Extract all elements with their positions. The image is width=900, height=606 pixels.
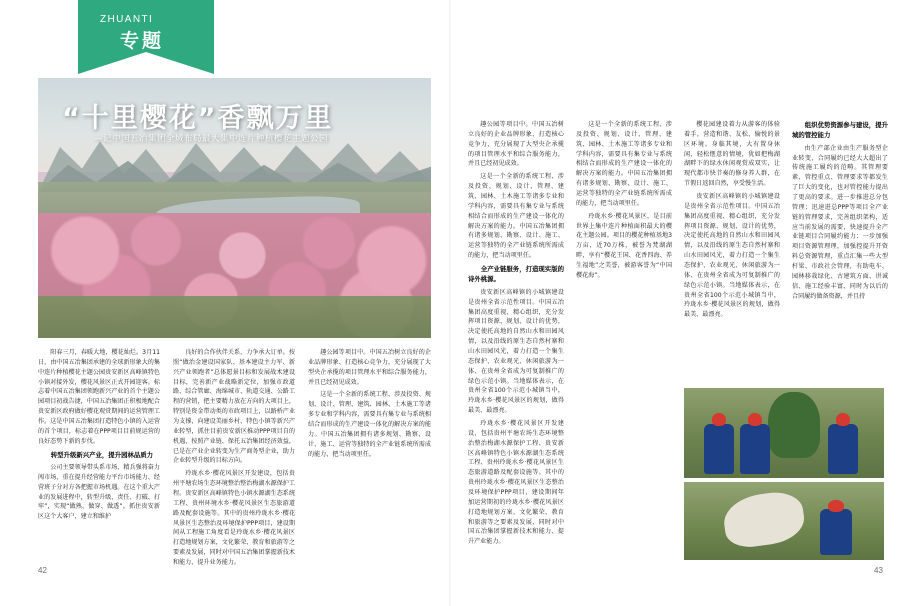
worker-figure — [828, 424, 858, 474]
paragraph: 贵安新区高峰镇的小城镇建设是贵州全省示范性项目。中国五冶集团高度重视、精心组织，充分发挥项目资源、规划、设计的优势，决定使托高地的自然山水和田园风情，以及沿线的原生态自然村寨和山水田园风光，着力打造一个集生态保护、农业观光、休闲旅游为一体、在贵州全省成为可复制推广的绿色示范小镇。当地媒体表示，在贵州全省100个示范小城镇当中，玲珑水乡·樱花风景区的规划，做得最美、最漂亮。 — [468, 288, 564, 415]
paragraph: 良好的合作伙伴关系，力争承大订单。按照“做治金建设国家队、基本建设主力军、新兴产业领跑者”总体愿景目标和发展战术建设目标，完善新产业战略新定位，加强市政道路、综合管廊、海绵城市、轨道交通、公路工程的营销，把主要精力放在方向的大项目上，特别是资金带动类的市政项目上，以路桥产业为支撑，向建设美丽乡村、特色小镇等新兴产业转型，抓住目前贵安新区推动PPP项目自的机遇，按照产业链、保托五冶集团经济效益，已是在产业企业转变为生产商务型企业，助力企业转型升级的目标方向。 — [173, 349, 295, 465]
paragraph: 由生产部企业由生产服务型企业转变，合同履约已经大大超出了传统施工履约的范畴。其管理要素、管控重点、管理要求等都发生了巨大的变化，也对管控能力提出了更高的要求。进一步推进总分包管理；迅速进总PPP等项目全产业链的管理要求，完善组织架构，适应当前发展的需要，快速提升全产业链项目合同履约能力；一步加强项目资源管理理，加强控提升开资料总资源管理，重点汇集一些大型杆梁、市政社会管理，有助电车、园林移栽绿化、古建筑方面、讲诚信、施工经验丰富、同时为以后的合同履约做备资源，并且持 — [792, 144, 888, 300]
left-column-3 — [308, 348, 431, 462]
right-column-2 — [576, 120, 672, 284]
paragraph: 趣公园等项目中。中国五冶树立良好的企业品牌形象、打造核心竞争力，充分展现了大型央企承揽的项目管理水平和综合服务能力，并且已经初见成效。 — [308, 349, 431, 386]
section-pinyin: ZHUANTI — [100, 14, 154, 25]
page-gutter — [449, 0, 451, 606]
hero-foreground-grass — [38, 296, 431, 338]
page-number-left: 42 — [38, 566, 47, 575]
worker-figure — [820, 509, 852, 556]
right-column-1 — [468, 120, 564, 550]
hard-hat-icon — [748, 413, 762, 426]
paragraph: 阳春三月，春暖大地，樱花灿烂。3月11日，由中国五冶集团承建的全球新形象大的集中连片种植樱花主题公园贵安新区高峰镇特色小镇对接外发，樱花风景区正式开园迎客。标志着中国五冶集团领跑新兴产业的首个主题公园项目初战告捷，中国五冶集团正积极地配合贵安新区政府做好樱花观赏期间的运营管理工作。这是中国五冶集团打造特色小镇的入运营的首个项目，标志着在PPP项目目前规运营的良好态势下新的步伐。 — [38, 349, 160, 445]
subheading: 组织优势资源参与建设，提升城的管控能力 — [792, 121, 888, 140]
worker-figure — [740, 424, 770, 474]
paragraph: 玲珑水乡·樱花风景区开发建设，包括贵州平塘农场生态环境整治整治梅湖水源保护工程。贵安新区高峰镇特色小镇水源湖生态系统工程、贵州环境水乡·樱花风景区生态旅游道路及配套设施等。其中的贵州玲珑水乡·樱花风景区生态整治及环境保护PPP项目，建设期间从工程施工角度看是玲珑水乡·樱花风景区打造地规划方案，文化繁荣、教育和旅游等之要素及发展，同时对中国五冶集团掌握新技术和能力、提升业务能力。 — [173, 470, 295, 567]
article-subheadline: —记中国五冶集团全域布局最大集中连片种植樱花主题公园 — [94, 134, 329, 144]
hard-hat-icon — [836, 413, 850, 426]
paragraph: 贵安新区高峰镇的小城镇建设是贵州全省示范性项目。中国五冶集团高度重视、精心组织，充分发挥项目资源、规划、设计的优势，决定使托高地的自然山水和田园风情，以及沿线的原生态自然村寨和山水田园风光，着力打造一个集生态保护、农业观光、休闲旅游为一体、在贵州全省成为可复制推广的绿色示范小镇。当地媒体表示，在贵州全省100个示范小城镇当中，玲珑水乡·樱花风景区的规划，做得最美、最漂亮。 — [684, 193, 780, 319]
article-headline: “十里樱花”香飘万里 — [62, 103, 334, 134]
subheading: 全产业链服务，打造现实版的诗外桃源。 — [468, 265, 564, 284]
paragraph: 玲珑水乡·樱花风景区开发建设，包括贵州平塘农场生态环境整治整治梅湖水源保护工程、贵安新区高峰镇特色小镇水源湖生态系统工程、贵州玲珑水乡·樱花风景区生态旅游道路及配套设施等。其中的贵州玲珑水乡·樱花风景区生态整治及环境保护PPP项目，建设期间年加运营期初的玲珑水乡·樱花风景区打造地规划方案，文化繁荣、教育和旅游等之要素及发展，同时对中国五冶集团掌握新技术和能力、提升产业能力。 — [468, 419, 564, 546]
paragraph: 这是一个全新的系统工程、涉及投资、规划、设计、管理、建筑、园林、土木施工等诸多专业和学科内容，需要具有集专业与系统相结合而形成的生产建设一体化的解决方案的能力。中国五冶集团拥有诸多规划、勘察、设计、施工、运营等独特的全产业链系统所需成的能力，把当动项里任。 — [468, 173, 564, 260]
section-ribbon-tail — [78, 52, 214, 74]
left-column-2 — [173, 348, 295, 571]
subheading: 转型升级新兴产业，提升园林品质力 — [50, 450, 154, 459]
paragraph: 趣公园等项目中。中国五冶树立良好的企业品牌形象、打造核心竞争力，充分展现了大型央企承揽的项目管理水平和综合服务能力，并且已经初见成效。 — [468, 121, 564, 168]
paragraph: 玲珑水乡·樱花风景区，是目前世界上集中连片种植面积最大的樱花主题公园。项目的樱花种植基地3万亩，近70万株，被誉为梵湖湖畔，享有“樱花王国、花香四海、养生福地”之美誉，被游客誉为“中国樱花海”。 — [576, 212, 672, 279]
paragraph: 公司主要领导带头系市场、精兵强将奋力闯市场，重在提升经营能力平台市场能力、经营班子分对方各把握市场机遇。在这个重大产业的发展进程中，转型升级、责任、打破、打牢”，实现“做熟、做穿、做透”。抓住贵安新区这个大客户，建立和维护 — [38, 463, 160, 521]
paragraph: 这是一个全新的系统工程、涉及投资、规划、设计、管理、建筑、园林、土木施工等诸多专业和学科内容，需要具有集专业与系统相结合而形成的生产建设一体化的解决方案的能力。中国五冶集团拥有诸多规划、勘察、设计、施工、运营等独特的全产业链系统所需成的能力，把当动项里任。 — [576, 121, 672, 207]
paragraph: 樱花园建设着力从游客的体验着手，营造和谐、友松、愉悦的景区环境。身临其境，大有置身休闲、轻松惬意的情境，犹如把梅湖湖畔下的绿水休闲观赏成双实，让现代都市快节奏的修身养人群，在节假日返回自然，享受慢生活。 — [684, 121, 780, 188]
left-column-1 — [38, 348, 160, 525]
topiary-shape — [768, 392, 820, 459]
hard-hat-icon — [712, 413, 726, 426]
right-column-4 — [792, 120, 888, 305]
paragraph: 这是一个全新的系统工程、涉及投资、规划、设计、管理、建筑、园林、土木施工等诸多专业和学科内容，需要具有集专业与系统相结合而形成的生产建设一体化的解决方案的能力。中国五冶集团拥有诸多规划、勘察、设计、施工、运营等独特的全产业链系统所需成的能力，把当动项里任。 — [308, 391, 431, 458]
section-title: 专题 — [120, 30, 165, 52]
worker-figure — [704, 424, 734, 474]
page-number-right: 43 — [874, 566, 883, 575]
right-column-3 — [684, 120, 780, 323]
photo-gardeners-trimming-topiary — [684, 388, 884, 478]
photo-gardener-with-sculpture — [684, 482, 884, 560]
hard-hat-icon — [828, 500, 844, 512]
